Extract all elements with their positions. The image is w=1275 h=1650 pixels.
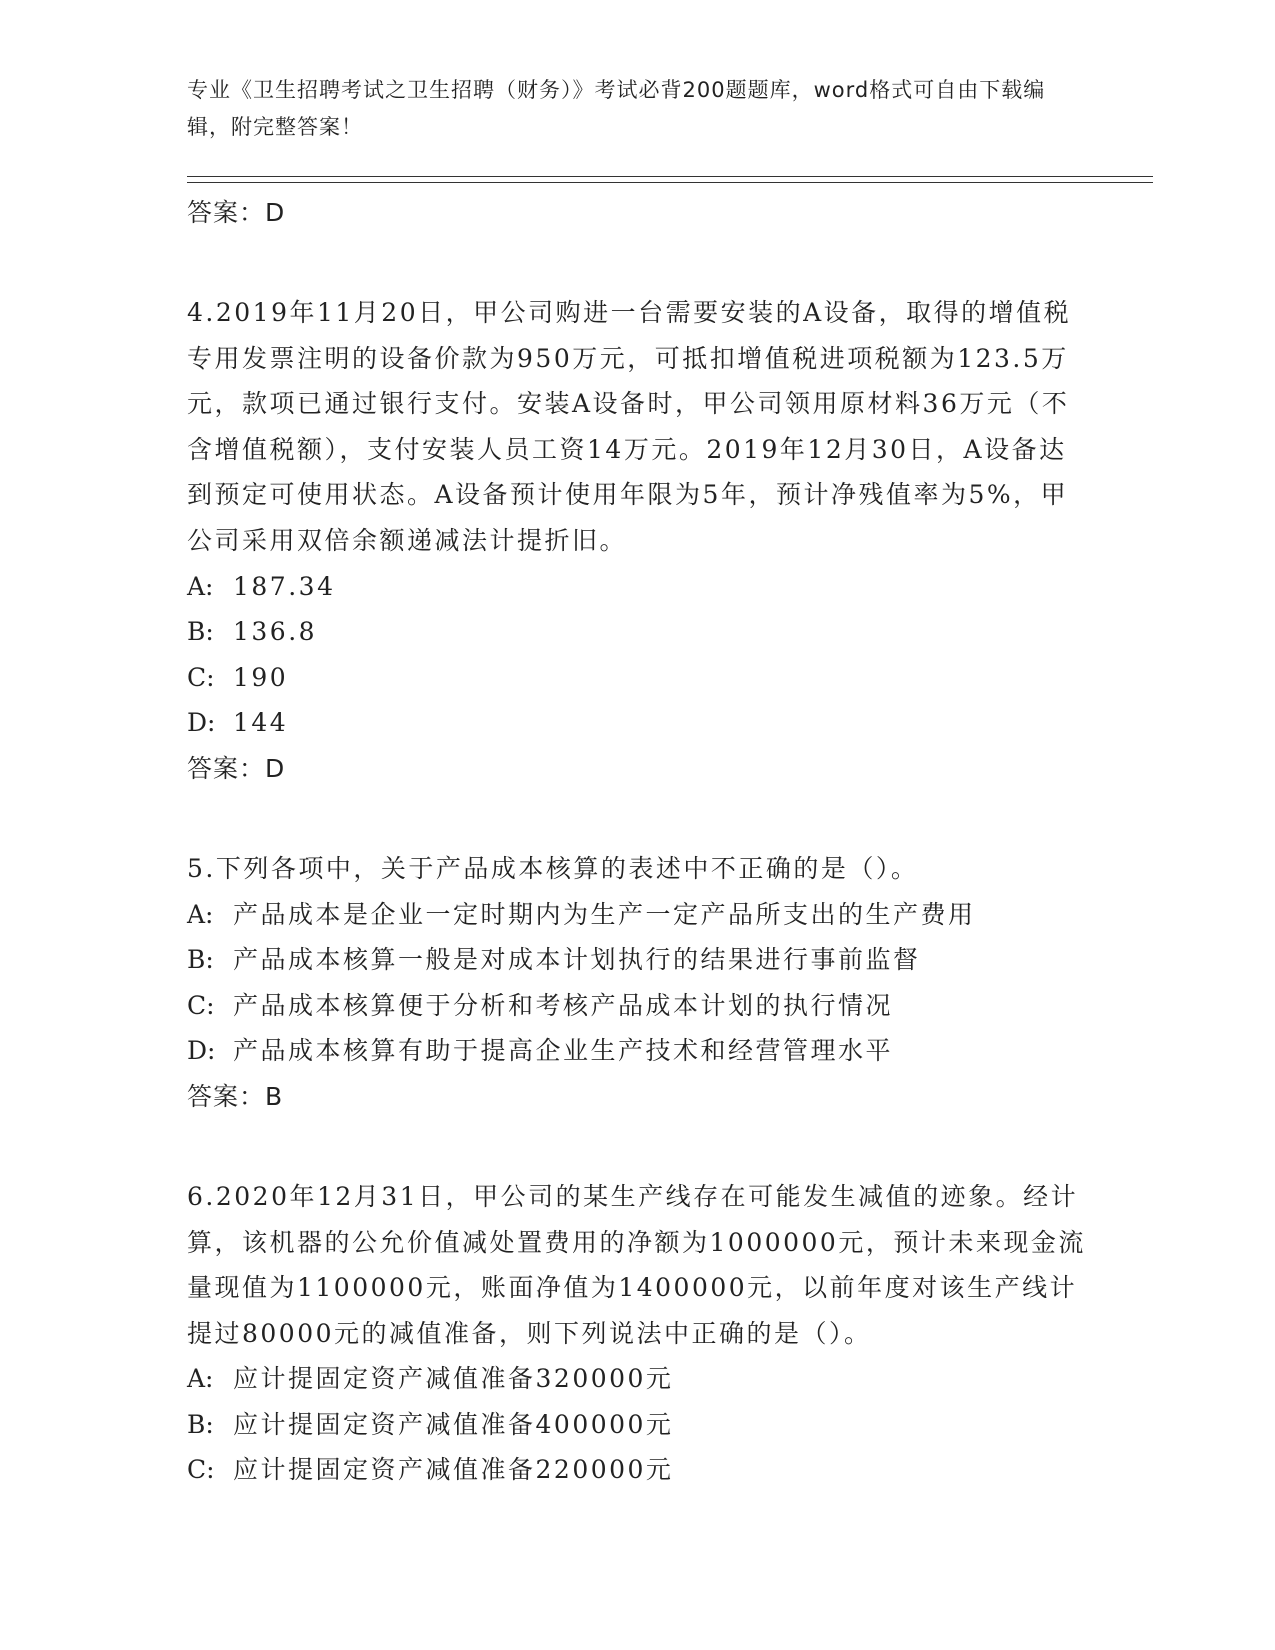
option-text: 产品成本核算一般是对成本计划执行的结果进行事前监督: [233, 945, 921, 975]
answer-line: 答案：D: [187, 753, 286, 783]
option-text: 产品成本核算有助于提高企业生产技术和经营管理水平: [233, 1036, 894, 1066]
question-6: [187, 1174, 1087, 1493]
option-text: 产品成本是企业一定时期内为生产一定产品所支出的生产费用: [233, 899, 976, 929]
option-d: [187, 1028, 1087, 1074]
option-b: [187, 1402, 1087, 1448]
option-c: [187, 1447, 1087, 1493]
option-label: A:: [187, 1364, 214, 1394]
question-stem: 6.2020年12月31日，甲公司的某生产线存在可能发生减值的迹象。经计算，该机器的公允价值减处置费用的净额为1000000元，预计未来现金流量现值为1100000元，账面净值为1400000元，以前年度对该生产线计提过80000元的减值准备，则下列说法中正确的是（）。: [187, 1181, 1086, 1348]
header-divider-top: [187, 176, 1153, 177]
option-text: 应计提固定资产减值准备400000元: [233, 1409, 674, 1439]
option-label: A:: [187, 899, 214, 929]
question-stem: 5.下列各项中，关于产品成本核算的表述中不正确的是（）。: [187, 853, 919, 883]
option-text: 144: [233, 708, 289, 738]
option-b: [187, 609, 1087, 655]
option-text: 应计提固定资产减值准备320000元: [233, 1364, 674, 1394]
option-label: C:: [187, 990, 215, 1020]
option-label: C:: [187, 662, 215, 692]
question-stem: 4.2019年11月20日，甲公司购进一台需要安装的A设备，取得的增值税专用发票注明的设备价款为950万元，可抵扣增值税进项税额为123.5万元，款项已通过银行支付。安装A设备时，甲公司领用原材料36万元（不含增值税额），支付安装人员工资14万元。2019年12月30日，A设备达到预定可使用状态。A设备预计使用年限为5年，预计净残值率为5%，甲公司采用双倍余额递减法计提折旧。: [187, 298, 1072, 555]
answer-line: 答案：B: [187, 1081, 284, 1111]
option-text: 187.34: [233, 571, 336, 601]
option-label: B:: [187, 1409, 214, 1439]
option-c: [187, 655, 1087, 701]
option-label: D:: [187, 1036, 216, 1066]
option-text: 190: [233, 662, 289, 692]
option-label: C:: [187, 1455, 215, 1485]
option-a: [187, 564, 1087, 610]
option-text: 136.8: [233, 617, 318, 647]
option-a: [187, 1356, 1087, 1402]
document-header: [187, 72, 1067, 146]
question-5: [187, 846, 1087, 1120]
option-text: 应计提固定资产减值准备220000元: [233, 1455, 674, 1485]
option-text: 产品成本核算便于分析和考核产品成本计划的执行情况: [233, 990, 894, 1020]
answer-line: 答案：D: [187, 198, 286, 227]
option-d: [187, 700, 1087, 746]
option-label: B:: [187, 617, 214, 647]
option-label: A:: [187, 571, 214, 601]
header-title: 专业《卫生招聘考试之卫生招聘（财务）》考试必背200题题库，word格式可自由下载编辑，附完整答案！: [187, 78, 1046, 139]
option-a: [187, 892, 1087, 938]
option-c: [187, 983, 1087, 1029]
option-b: [187, 937, 1087, 983]
option-label: B:: [187, 945, 214, 975]
question-4: [187, 290, 1087, 792]
document-body: [187, 190, 1087, 1493]
option-label: D:: [187, 708, 216, 738]
header-divider-bottom: [187, 182, 1153, 183]
